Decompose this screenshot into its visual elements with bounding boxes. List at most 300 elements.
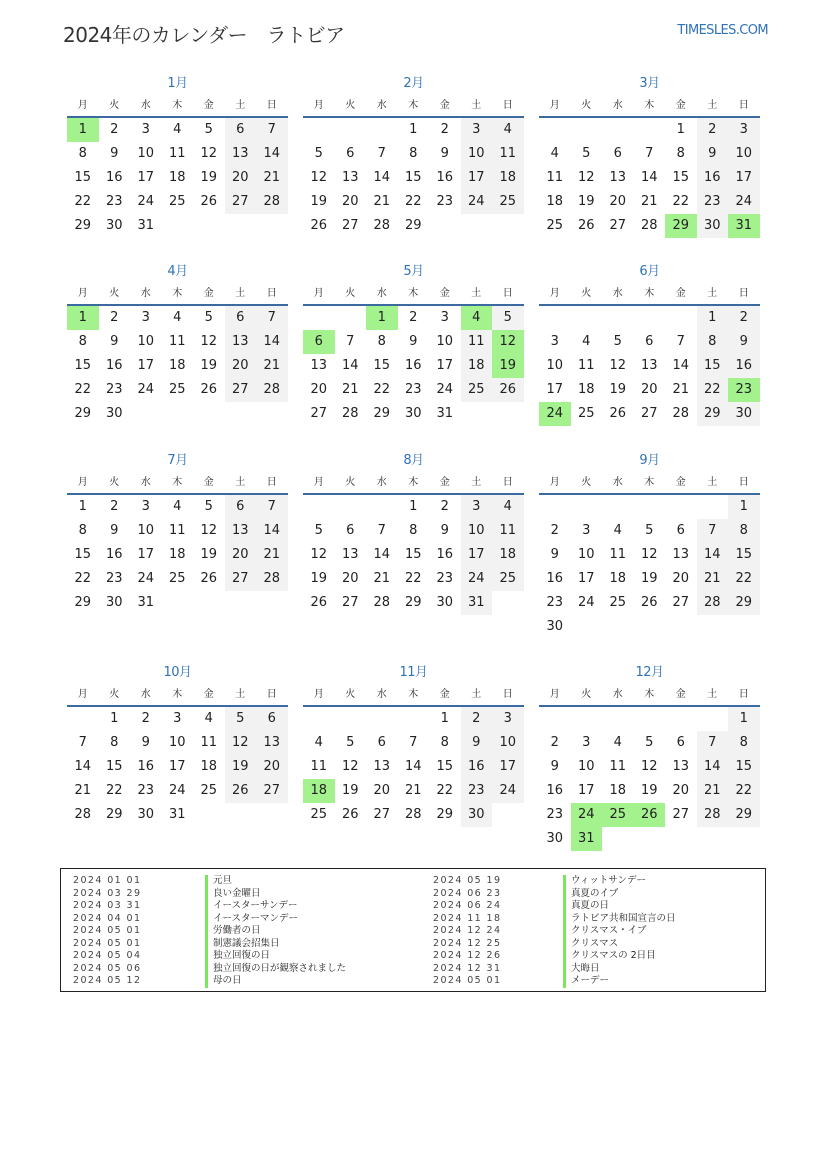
- day-cell: 26: [310, 595, 328, 610]
- legend-holiday-name: イースターマンデー: [205, 913, 346, 926]
- weekday-header: [67, 685, 288, 707]
- month-block: [539, 661, 760, 851]
- day-cell: 21: [373, 571, 391, 586]
- week-row: [539, 190, 760, 214]
- weekday-label: 金: [675, 477, 686, 488]
- weekday-label: 土: [235, 477, 246, 488]
- month-block: [67, 661, 288, 827]
- weekday-label: 月: [313, 100, 324, 111]
- day-cell: 22: [728, 567, 760, 591]
- day-cell: 20: [609, 194, 627, 209]
- month-name: 8月: [403, 453, 424, 468]
- weekday-header: [539, 96, 760, 118]
- day-cell: 3: [582, 523, 591, 538]
- weekday-label: 水: [376, 477, 387, 488]
- day-cell: 27: [341, 218, 359, 233]
- day-cell: 12: [609, 358, 627, 373]
- day-cell: 21: [256, 354, 288, 378]
- month-block: [67, 449, 288, 615]
- legend-holiday-name: 真夏のイブ: [563, 888, 676, 901]
- empty-cell: [335, 707, 367, 731]
- weekday-label: 木: [408, 689, 419, 700]
- day-cell: 20: [640, 382, 658, 397]
- weekday-label: 火: [581, 288, 592, 299]
- day-cell: 26: [310, 218, 328, 233]
- week-row: [67, 591, 288, 615]
- day-cell: 18: [609, 783, 627, 798]
- legend-date: 2024 12 25: [433, 937, 502, 949]
- month-name: 9月: [639, 453, 660, 468]
- day-cell: 7: [697, 519, 729, 543]
- day-cell: 13: [609, 170, 627, 185]
- week-row: [67, 495, 288, 519]
- day-cell: 9: [440, 523, 449, 538]
- weekday-label: 火: [345, 477, 356, 488]
- day-cell: 7: [377, 146, 386, 161]
- weekday-header: [539, 284, 760, 306]
- month-name: 4月: [167, 264, 188, 279]
- day-cell: 14: [672, 358, 690, 373]
- empty-cell: [162, 402, 194, 426]
- weekday-label: 日: [502, 689, 513, 700]
- day-cell: 27: [256, 779, 288, 803]
- day-cell: 7: [256, 495, 288, 519]
- week-row: [67, 306, 288, 330]
- day-cell: 13: [672, 547, 690, 562]
- week-row: [303, 707, 524, 731]
- day-cell: 12: [200, 146, 218, 161]
- day-cell: 18: [200, 759, 218, 774]
- day-cell: 15: [74, 170, 92, 185]
- week-row: [303, 495, 524, 519]
- day-cell: 21: [256, 543, 288, 567]
- empty-cell: [571, 118, 603, 142]
- day-cell: 10: [137, 334, 155, 349]
- empty-cell: [225, 402, 257, 426]
- day-cell: 5: [582, 146, 591, 161]
- weekday-label: 火: [345, 689, 356, 700]
- day-cell: 17: [492, 755, 524, 779]
- day-cell: 5: [346, 735, 355, 750]
- day-cell: 6: [676, 735, 685, 750]
- weekday-label: 月: [77, 288, 88, 299]
- day-cell: 8: [78, 334, 87, 349]
- day-cell: 26: [609, 406, 627, 421]
- day-cell: 2: [110, 122, 119, 137]
- month-name: 7月: [167, 453, 188, 468]
- weekday-label: 月: [549, 288, 560, 299]
- empty-cell: [539, 118, 571, 142]
- holiday-day-cell: 19: [492, 354, 524, 378]
- day-cell: 14: [341, 358, 359, 373]
- day-cell: 6: [225, 495, 257, 519]
- day-cell: 10: [577, 547, 595, 562]
- weekday-label: 土: [471, 288, 482, 299]
- weekday-label: 水: [376, 288, 387, 299]
- week-row: [539, 731, 760, 755]
- week-row: [303, 306, 524, 330]
- legend-holiday-name: 母の日: [205, 975, 346, 988]
- day-cell: 16: [105, 358, 123, 373]
- day-cell: 4: [173, 499, 182, 514]
- weekday-label: 火: [109, 477, 120, 488]
- day-cell: 21: [341, 382, 359, 397]
- weekday-label: 日: [266, 100, 277, 111]
- holiday-day-cell: 4: [461, 306, 493, 330]
- day-cell: 15: [404, 170, 422, 185]
- legend-date: 2024 03 29: [73, 887, 142, 899]
- weekday-label: 木: [172, 689, 183, 700]
- day-cell: 25: [200, 783, 218, 798]
- day-cell: 13: [341, 547, 359, 562]
- weekday-label: 金: [203, 288, 214, 299]
- day-cell: 27: [373, 807, 391, 822]
- weekday-label: 火: [581, 689, 592, 700]
- day-cell: 19: [310, 194, 328, 209]
- day-cell: 26: [200, 571, 218, 586]
- day-cell: 24: [137, 571, 155, 586]
- week-row: [67, 402, 288, 426]
- holiday-legend: [60, 868, 766, 992]
- day-cell: 13: [225, 330, 257, 354]
- legend-holiday-name: 真夏の日: [563, 900, 676, 913]
- weekday-label: 金: [675, 100, 686, 111]
- day-cell: 22: [74, 571, 92, 586]
- empty-cell: [665, 827, 697, 851]
- weekday-label: 月: [313, 288, 324, 299]
- week-row: [539, 827, 760, 851]
- day-cell: 3: [141, 310, 150, 325]
- week-row: [67, 190, 288, 214]
- legend-holiday-name: 良い金曜日: [205, 888, 346, 901]
- week-row: [539, 330, 760, 354]
- day-cell: 2: [440, 499, 449, 514]
- week-row: [539, 803, 760, 827]
- day-cell: 4: [492, 118, 524, 142]
- day-cell: 16: [404, 358, 422, 373]
- day-cell: 10: [728, 142, 760, 166]
- day-cell: 12: [225, 731, 257, 755]
- day-cell: 14: [640, 170, 658, 185]
- weekday-label: 月: [549, 100, 560, 111]
- day-cell: 28: [256, 190, 288, 214]
- week-row: [303, 519, 524, 543]
- month-block: [67, 260, 288, 426]
- day-cell: 1: [697, 306, 729, 330]
- legend-date: 2024 12 31: [433, 962, 502, 974]
- day-cell: 8: [110, 735, 119, 750]
- legend-date: 2024 05 06: [73, 962, 142, 974]
- empty-cell: [366, 118, 398, 142]
- weekday-header: [67, 96, 288, 118]
- day-cell: 13: [640, 358, 658, 373]
- day-cell: 18: [168, 547, 186, 562]
- day-cell: 21: [404, 783, 422, 798]
- day-cell: 10: [436, 334, 454, 349]
- day-cell: 25: [310, 807, 328, 822]
- day-cell: 12: [640, 759, 658, 774]
- empty-cell: [571, 306, 603, 330]
- day-cell: 28: [640, 218, 658, 233]
- day-cell: 15: [373, 358, 391, 373]
- day-cell: 4: [314, 735, 323, 750]
- empty-cell: [602, 827, 634, 851]
- day-cell: 5: [492, 306, 524, 330]
- empty-cell: [303, 118, 335, 142]
- day-cell: 29: [74, 218, 92, 233]
- month-block: [303, 661, 524, 827]
- day-cell: 1: [728, 707, 760, 731]
- empty-cell: [634, 306, 666, 330]
- day-cell: 22: [436, 783, 454, 798]
- day-cell: 28: [404, 807, 422, 822]
- day-cell: 30: [728, 402, 760, 426]
- legend-holiday-name: 大晦日: [563, 963, 676, 976]
- day-cell: 5: [204, 499, 213, 514]
- day-cell: 20: [225, 543, 257, 567]
- empty-cell: [634, 707, 666, 731]
- week-row: [67, 707, 288, 731]
- day-cell: 20: [310, 382, 328, 397]
- weekday-header: [539, 473, 760, 495]
- day-cell: 15: [74, 547, 92, 562]
- day-cell: 2: [141, 711, 150, 726]
- day-cell: 2: [409, 310, 418, 325]
- day-cell: 17: [577, 571, 595, 586]
- day-cell: 22: [672, 194, 690, 209]
- empty-cell: [303, 707, 335, 731]
- week-row: [539, 306, 760, 330]
- day-cell: 3: [141, 122, 150, 137]
- day-cell: 5: [314, 146, 323, 161]
- day-cell: 28: [341, 406, 359, 421]
- day-cell: 17: [461, 543, 493, 567]
- day-cell: 14: [74, 759, 92, 774]
- day-cell: 29: [105, 807, 123, 822]
- day-cell: 15: [697, 354, 729, 378]
- day-cell: 18: [609, 571, 627, 586]
- day-cell: 21: [256, 166, 288, 190]
- day-cell: 15: [436, 759, 454, 774]
- empty-cell: [225, 591, 257, 615]
- day-cell: 29: [74, 406, 92, 421]
- week-row: [303, 190, 524, 214]
- empty-cell: [256, 402, 288, 426]
- day-cell: 15: [404, 547, 422, 562]
- day-cell: 2: [461, 707, 493, 731]
- site-logo[interactable]: TIMESLES.COM: [677, 23, 768, 38]
- day-cell: 29: [697, 402, 729, 426]
- week-row: [303, 731, 524, 755]
- day-cell: 22: [74, 194, 92, 209]
- month-block: [303, 260, 524, 426]
- day-cell: 20: [225, 166, 257, 190]
- weekday-label: 日: [738, 288, 749, 299]
- legend-dates-right: [433, 875, 501, 988]
- day-cell: 25: [168, 571, 186, 586]
- day-cell: 1: [728, 495, 760, 519]
- empty-cell: [366, 707, 398, 731]
- day-cell: 28: [74, 807, 92, 822]
- day-cell: 6: [377, 735, 386, 750]
- day-cell: 10: [137, 523, 155, 538]
- week-row: [539, 166, 760, 190]
- empty-cell: [461, 214, 493, 238]
- week-row: [303, 354, 524, 378]
- day-cell: 18: [492, 166, 524, 190]
- weekday-header: [67, 473, 288, 495]
- day-cell: 17: [461, 166, 493, 190]
- legend-holiday-name: クリスマス: [563, 938, 676, 951]
- weekday-header: [539, 685, 760, 707]
- day-cell: 30: [697, 214, 729, 238]
- weekday-label: 月: [313, 477, 324, 488]
- weekday-label: 水: [612, 100, 623, 111]
- weekday-label: 火: [581, 477, 592, 488]
- empty-cell: [634, 615, 666, 639]
- day-cell: 5: [204, 122, 213, 137]
- day-cell: 29: [404, 218, 422, 233]
- day-cell: 27: [640, 406, 658, 421]
- day-cell: 15: [105, 759, 123, 774]
- day-cell: 29: [74, 595, 92, 610]
- holiday-day-cell: 24: [539, 402, 571, 426]
- empty-cell: [162, 214, 194, 238]
- day-cell: 13: [310, 358, 328, 373]
- holiday-day-cell: 24: [571, 803, 603, 827]
- week-row: [303, 543, 524, 567]
- day-cell: 1: [409, 499, 418, 514]
- legend-date: 2024 01 01: [73, 875, 142, 886]
- week-row: [539, 567, 760, 591]
- day-cell: 1: [78, 499, 87, 514]
- day-cell: 6: [676, 523, 685, 538]
- weekday-label: 水: [376, 100, 387, 111]
- day-cell: 3: [461, 495, 493, 519]
- month-name: 1月: [167, 76, 188, 91]
- day-cell: 3: [461, 118, 493, 142]
- day-cell: 24: [461, 567, 493, 591]
- day-cell: 25: [492, 190, 524, 214]
- empty-cell: [697, 615, 729, 639]
- day-cell: 21: [672, 382, 690, 397]
- day-cell: 27: [341, 595, 359, 610]
- legend-date: 2024 03 31: [73, 900, 142, 911]
- day-cell: 20: [225, 354, 257, 378]
- day-cell: 4: [173, 122, 182, 137]
- weekday-label: 日: [502, 477, 513, 488]
- day-cell: 30: [105, 406, 123, 421]
- legend-holiday-name: ウィットサンデー: [563, 875, 676, 888]
- week-row: [539, 402, 760, 426]
- day-cell: 30: [105, 218, 123, 233]
- empty-cell: [256, 591, 288, 615]
- weekday-label: 火: [109, 689, 120, 700]
- empty-cell: [335, 118, 367, 142]
- day-cell: 11: [310, 759, 328, 774]
- empty-cell: [665, 615, 697, 639]
- day-cell: 25: [168, 194, 186, 209]
- weekday-label: 土: [471, 689, 482, 700]
- day-cell: 10: [546, 358, 564, 373]
- day-cell: 11: [200, 735, 218, 750]
- weekday-label: 日: [266, 288, 277, 299]
- week-row: [67, 519, 288, 543]
- weekday-label: 金: [203, 689, 214, 700]
- weekday-label: 日: [502, 100, 513, 111]
- day-cell: 8: [697, 330, 729, 354]
- day-cell: 8: [728, 731, 760, 755]
- day-cell: 5: [314, 523, 323, 538]
- weekday-label: 火: [345, 288, 356, 299]
- day-cell: 19: [225, 755, 257, 779]
- weekday-label: 木: [644, 288, 655, 299]
- day-cell: 17: [137, 358, 155, 373]
- day-cell: 23: [105, 194, 123, 209]
- day-cell: 9: [550, 547, 559, 562]
- holiday-day-cell: 1: [366, 306, 398, 330]
- day-cell: 11: [461, 330, 493, 354]
- week-row: [539, 615, 760, 639]
- empty-cell: [492, 591, 524, 615]
- week-row: [539, 118, 760, 142]
- day-cell: 18: [492, 543, 524, 567]
- empty-cell: [634, 118, 666, 142]
- day-cell: 23: [697, 190, 729, 214]
- day-cell: 30: [137, 807, 155, 822]
- day-cell: 3: [550, 334, 559, 349]
- weekday-label: 水: [612, 288, 623, 299]
- day-cell: 7: [645, 146, 654, 161]
- week-row: [539, 354, 760, 378]
- weekday-label: 金: [203, 100, 214, 111]
- day-cell: 23: [404, 382, 422, 397]
- month-block: [67, 72, 288, 238]
- legend-holiday-name: クリスマス・イブ: [563, 925, 676, 938]
- weekday-header: [303, 284, 524, 306]
- empty-cell: [539, 707, 571, 731]
- empty-cell: [571, 615, 603, 639]
- empty-cell: [303, 495, 335, 519]
- day-cell: 19: [310, 571, 328, 586]
- day-cell: 31: [461, 591, 493, 615]
- month-block: [539, 449, 760, 639]
- weekday-label: 金: [675, 689, 686, 700]
- weekday-label: 水: [612, 689, 623, 700]
- day-cell: 23: [105, 382, 123, 397]
- month-name: 3月: [639, 76, 660, 91]
- empty-cell: [571, 495, 603, 519]
- day-cell: 11: [168, 146, 186, 161]
- day-cell: 10: [577, 759, 595, 774]
- day-cell: 8: [78, 523, 87, 538]
- day-cell: 19: [609, 382, 627, 397]
- day-cell: 19: [200, 170, 218, 185]
- day-cell: 5: [613, 334, 622, 349]
- day-cell: 1: [409, 122, 418, 137]
- empty-cell: [665, 707, 697, 731]
- day-cell: 5: [645, 735, 654, 750]
- weekday-label: 水: [612, 477, 623, 488]
- day-cell: 18: [546, 194, 564, 209]
- legend-date: 2024 05 01: [73, 925, 142, 936]
- legend-date: 2024 05 01: [433, 975, 502, 986]
- day-cell: 7: [256, 306, 288, 330]
- week-row: [303, 214, 524, 238]
- day-cell: 24: [492, 779, 524, 803]
- day-cell: 18: [577, 382, 595, 397]
- day-cell: 28: [697, 803, 729, 827]
